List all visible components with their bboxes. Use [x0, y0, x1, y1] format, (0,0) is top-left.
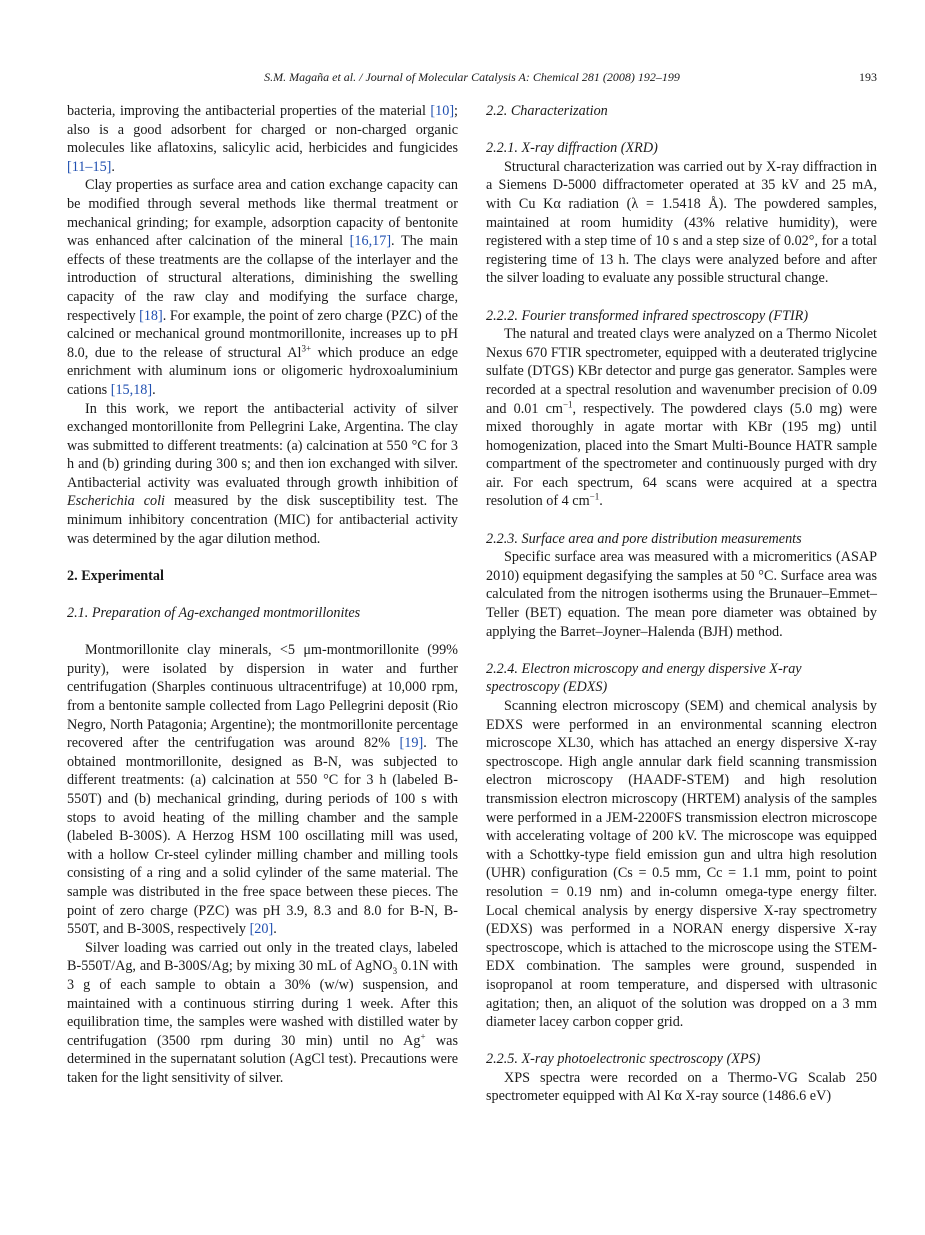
right-column — [486, 102, 877, 1106]
running-header — [67, 70, 877, 90]
citation-link[interactable]: [20] — [249, 921, 274, 938]
subsubsection-heading-surface-area: 2.2.3. Surface area and pore distribution measurements — [486, 530, 802, 547]
paragraph-montmorillonite: Montmorillonite clay minerals, <5 μm-montmorillonite (99% purity), were isolated by dispersion in water and further centrifugation (Sharples continuous ultracentrifuge) at 10,000 rpm, from a bentonite sample collected from Lago Pellegrini deposit (Rio Negro, North Patagonia; Argentine); the montmorillonite percentage recovered after the centrifugation was around 82% [19]. The obtained montmorillonite, designed as B-N, was subjected to different treatments: (a) calcination at 550 °C for 3 h (labeled B-550T) and (b) mechanical grinding, during periods of 100 s with stops to avoid heating of the milling chamber and the sample (labeled B-300S). A Herzog HSM 100 oscillating mill was used, with a hollow Cr-steel cylinder milling chamber and milling tools consisting of a ring and a solid cylinder of the same material. The sample was distributed in the free space between these pieces. The point of zero charge (PZC) was pH 3.9, 8.3 and 8.0 for B-N, B-550T, and B-300S, respectively [20]. — [67, 642, 458, 938]
page-number: 193 — [859, 70, 877, 84]
citation-link[interactable]: [10] — [430, 103, 455, 119]
journal-citation: S.M. Magaña et al. / Journal of Molecular Catalysis A: Chemical 281 (2008) 192–199 — [264, 70, 680, 84]
paragraph-xps: XPS spectra were recorded on a Thermo-VG Scalab 250 spectrometer equipped with Al Kα X-ray source (1486.6 eV) — [486, 1069, 877, 1105]
citation-link[interactable]: [15,18] — [110, 381, 153, 398]
subsubsection-heading-xps: 2.2.5. X-ray photoelectronic spectroscopy (XPS) — [486, 1051, 761, 1068]
subsubsection-heading-edxs: 2.2.4. Electron microscopy and energy dispersive X-ray spectroscopy (EDXS) — [486, 660, 802, 696]
paragraph-silver-loading: Silver loading was carried out only in the treated clays, labeled B-550T/Ag, and B-300S/Ag; by mixing 30 mL of AgNO$_3$ 0.1N with 3 g of each sample to obtain a 30% (w/w) suspension, and maintained with a continuous stirring during 1 week. After this equilibration time, the samples were washed with distilled water by centrifugation (3500 rpm during 30 min) until no Ag+ was determined in the supernatant solution (AgCl test). Precautions were taken for the light sensitivity of silver. — [67, 939, 458, 1086]
paragraph-surface-area: Specific surface area was measured with a micromeritics (ASAP 2010) equipment degasifying the samples at 50 °C. Surface area was calculated from the nitrogen isotherms using the Brunauer–Emmet–Teller (BET) equation. The mean pore diameter was obtained by applying the Barret–Joyner–Halenda (BJH) method. — [486, 549, 877, 640]
paragraph-ftir: The natural and treated clays were analyzed on a Thermo Nicolet Nexus 670 FTIR spectrometer, equipped with a deuterated triglycine sulfate (DTGS) KBr detector and purge gas generator. Samples were recorded at a spectral resolution and wavenumber precision of 0.09 and 0.01 $cm^{-1}$, respectively. The powdered clays (5.0 mg) were mixed thoroughly in agate mortar with KBr (195 mg) until homogenization, placed into the Smart Multi-Bounce HATR sample compartment of the spectrometer and continuously purged with dry air. For each spectrum, 64 scans were acquired at a spectra resolution of 4 $cm^{-1}$. — [486, 326, 877, 510]
paragraph-edxs: Scanning electron microscopy (SEM) and chemical analysis by EDXS were performed in an environmental scanning electron microscope XL30, which has attached an energy dispersive X-ray spectroscope. High angle annular dark field scanning transmission electron microscopy (HAADF-STEM) and high resolution transmission electron microscopy (HRTEM) analysis of the samples were performed in a JEM-2200FS transmission electron microscope with accelerating voltage of 200 kV. The microscope was equipped with a Schottky-type field emission gun and ultra high resolution (UHR) configuration (Cs = 0.5 mm, Cc = 1.1 mm, point to point resolution = 0.19 nm) and in-column omega-type energy filter. Local chemical analysis by energy dispersive X-ray spectrometry (EDXS) was performed in a NORAN energy dispersive X-ray spectroscope, which is attached to the microscope using the STEM-EDX combination. The samples were ground, suspended in isopropanol at room temperature, and dispersed with ultrasonic agitation; then, an aliquot of the solution was dropped on a 3 mm diameter lacey carbon copper grid. — [486, 698, 877, 1031]
citation-link[interactable]: [18] — [139, 307, 163, 324]
citation-link[interactable]: [11–15] — [67, 158, 112, 175]
subsection-heading-preparation: 2.1. Preparation of Ag-exchanged montmorillonites — [67, 605, 361, 622]
paragraph-clay-properties: Clay properties as surface area and cation exchange capacity can be modified through several methods like thermal treatment or mechanical grinding; for example, adsorption capacity of bentonite was enhanced after calcination of the mineral [16,17]. The main effects of these treatments are the collapse of the interlayer and the introduction of structural alterations, diminishing the swelling capacity of the raw clay and modifying the surface charge, respectively [18]. For example, the point of zero charge (PZC) of the calcined or mechanical ground montmorillonite, increases up to pH 8.0, due to the release of structural $Al^{3+}$ which produce an edge enrichment with aluminum ions or oligomeric hydroxoaluminium cations [15,18]. — [67, 177, 459, 398]
section-heading-experimental: 2. Experimental — [67, 567, 164, 584]
citation-link[interactable]: [19] — [399, 735, 424, 752]
citation-link[interactable]: [16,17] — [349, 233, 392, 250]
subsubsection-heading-xrd: 2.2.1. X-ray diffraction (XRD) — [486, 140, 658, 157]
paragraph-intro-continued: bacteria, improving the antibacterial properties of the material [10]; also is a good adsorbent for charged or non-charged organic molecules like aflatoxins, salicylic acid, herbicides and fungicides [11–15]. — [67, 103, 458, 175]
left-column — [67, 102, 458, 1087]
subsection-heading-characterization: 2.2. Characterization — [486, 103, 608, 119]
paragraph-xrd: Structural characterization was carried out by X-ray diffraction in a Siemens D-5000 diffractometer operated at 35 kV and 25 mA, with Cu Kα radiation (λ = 1.5418 Å). The powdered samples, maintained at room humidity (43% relative humidity), were registered with a step time of 10 s and a step size of 0.02°, for a total registering time of 13 h. The clays were analyzed before and after the silver loading to evaluate any possible structural change. — [486, 158, 877, 287]
paragraph-this-work: In this work, we report the antibacterial activity of silver exchanged montorillonite from Pellegrini Lake, Argentina. The clay was submitted to different treatments: (a) calcination at 550 °C for 3 h and (b) grinding during 300 s; and then ion exchanged with silver. Antibacterial activity was evaluated through growth inhibition of Escherichia coli measured by the disk susceptibility test. The minimum inhibitory concentration (MIC) for antibacterial activity was determined by the agar dilution method. — [67, 400, 458, 547]
subsubsection-heading-ftir: 2.2.2. Fourier transformed infrared spectroscopy (FTIR) — [486, 307, 809, 324]
